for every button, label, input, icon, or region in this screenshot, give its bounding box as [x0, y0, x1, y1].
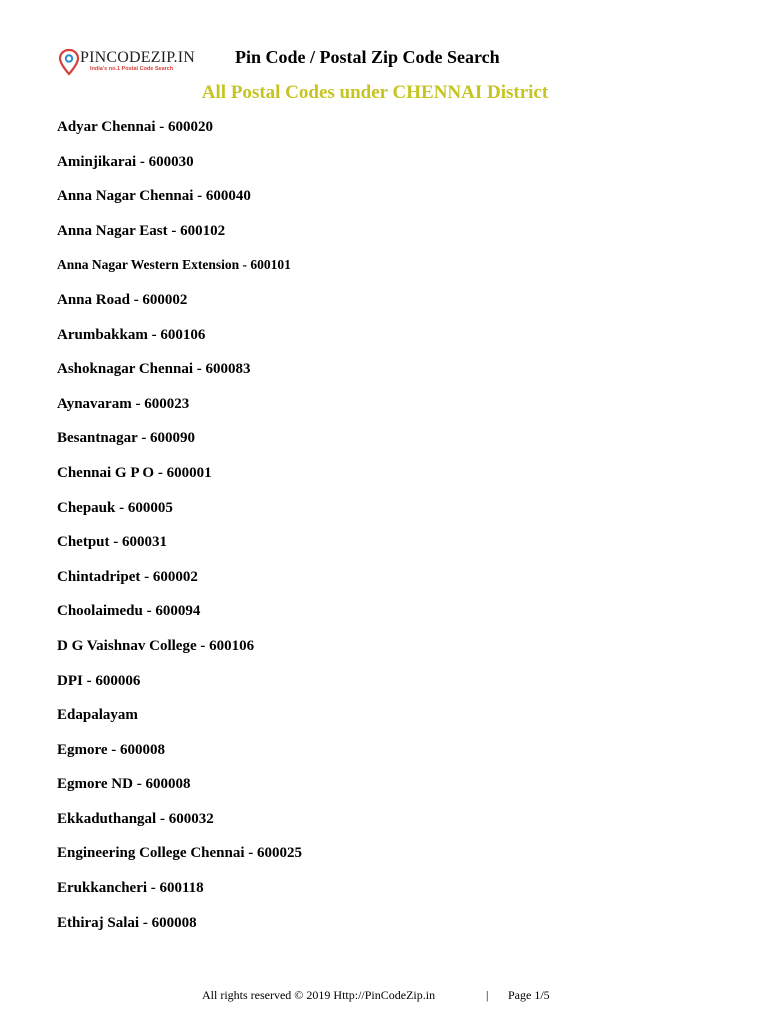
map-pin-icon	[58, 48, 80, 76]
list-item: Besantnagar - 600090	[57, 430, 196, 447]
list-item: Anna Nagar East - 600102	[57, 222, 226, 239]
list-item: Chepauk - 600005	[57, 499, 173, 516]
list-item: Choolaimedu - 600094	[57, 603, 201, 620]
page-header	[58, 44, 708, 78]
list-item: Egmore ND - 600008	[57, 776, 191, 793]
list-item: Aynavaram - 600023	[57, 395, 190, 412]
postal-code-list	[57, 117, 302, 947]
footer-separator: |	[486, 988, 489, 1002]
list-item: Egmore - 600008	[57, 741, 166, 758]
list-item: Anna Nagar Chennai - 600040	[57, 188, 251, 205]
list-item: Engineering College Chennai - 600025	[57, 845, 303, 862]
page-number: Page 1/5	[508, 988, 550, 1002]
list-item: Chetput - 600031	[57, 534, 168, 551]
list-item: Ethiraj Salai - 600008	[57, 914, 197, 931]
logo-tagline: India's no.1 Postal Code Search	[90, 66, 174, 72]
list-item: Erukkancheri - 600118	[57, 880, 204, 897]
list-item: Anna Nagar Western Extension - 600101	[57, 257, 291, 273]
site-logo[interactable]	[58, 48, 210, 76]
list-item: Arumbakkam - 600106	[57, 326, 206, 343]
list-item: Chintadripet - 600002	[57, 568, 198, 585]
list-item: Adyar Chennai - 600020	[57, 119, 213, 135]
list-item: Aminjikarai - 600030	[57, 153, 194, 170]
site-title: Pin Code / Postal Zip Code Search	[235, 47, 500, 67]
list-item: Ekkaduthangal - 600032	[57, 810, 214, 827]
page-heading: All Postal Codes under CHENNAI District	[201, 82, 549, 103]
list-item: Anna Road - 600002	[57, 291, 188, 308]
list-item: Edapalayam	[57, 707, 138, 724]
logo-text: PINCODEZIP.IN	[80, 49, 196, 66]
list-item: Chennai G P O - 600001	[57, 464, 212, 481]
list-item: D G Vaishnav College - 600106	[57, 637, 255, 654]
footer-copyright: All rights reserved © 2019 Http://PinCodeZip.in	[202, 988, 436, 1002]
list-item: Ashoknagar Chennai - 600083	[57, 361, 251, 378]
list-item: DPI - 600006	[57, 672, 141, 689]
